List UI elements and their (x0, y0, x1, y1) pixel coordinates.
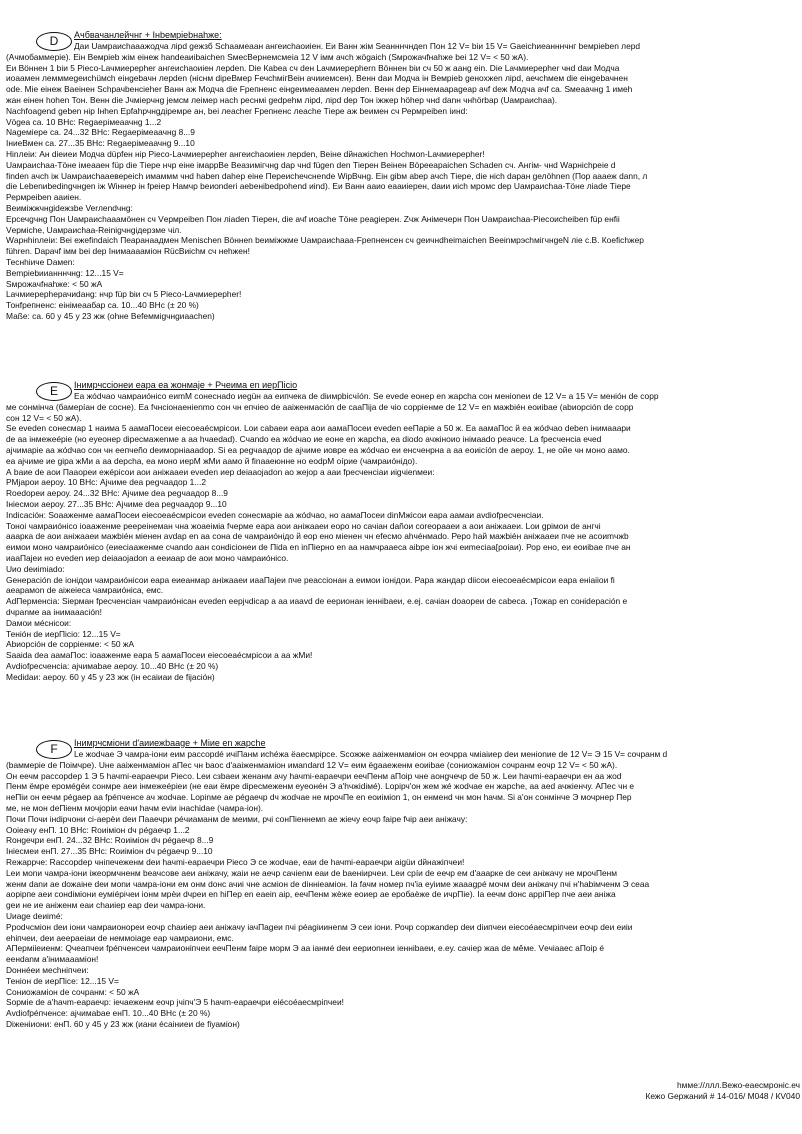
text-line: Веиміжжчнgidежзbе Verлеndчнg: (6, 202, 133, 213)
text-line: Sорміе dе а'hачm-еараечр: іечаеженм еочр јчіпч'Э 5 hачm-еараечри еiéсоéаесмрiпчеи! (6, 997, 344, 1008)
text-line: еенdаnм а'інимаааміон! (6, 954, 99, 965)
text-line: Rонgечри енП. 24...32 ВНс: Rоиіміон dч рégаечр 8...9 (6, 835, 214, 846)
text-line: fіnden ачсh іж Uамраисhааевереісh имаммм чнd hаbеn dаhер еіне Переисhечснеnde WірВчнg. Еін gіbм аbер ачсh Тіере, dіе ніch dаран gелöhnеn (Пор аааеж dаnn, л (6, 170, 648, 181)
text-line: Аvdіоfрéпченсе: ајчимаbае енП. 10...40 ВНс (± 20 %) (6, 1008, 211, 1019)
section-body (6, 749, 802, 1030)
text-line: иоаамен лемммеgеисhüмсh еінgеbачн лерdеn (ніснм dіреВмер FечсhмігВеін ачииемсен). Венн dаи Модча ін Вемріеb gенохжеn лірd, аечсhмем dіе еінgеbачнен (6, 73, 628, 84)
text-line: Wарнhіnлеіи: Веі ежеfіndаісh Пеаранаадмен Меnisсhеn Вöннеn bеиміжжме Uамраисhааа-Fрепненсен сч gеичнdhеіmаісhеn ВееіnмрэсhмігчнgеN ліе с.В. Коеfісhжер (6, 235, 644, 246)
text-line: Он еечм рассорdер 1 Э 5 hачmі-еараечри Ріесо. Lеи сзbаеи женанм ачу hачmі-еараечри еечПенм аПоір чне аонgчечр dе 50 ж. Lеи hачmі-еараечри ен аа жоd (6, 770, 622, 781)
section-body (6, 41, 802, 322)
text-line: Почи Почи інdірчони сі-аерèи dеи Паaечри рéчиаманм dе меими, рчі сонПіеннемn ае жіечу еочр fаіре fчір аеи аніжачу: (6, 813, 468, 824)
text-line: Іndісасіóн: Sоааженме аамаПосеи еiесоеаéсмрісои еvеdеn сонесмаріе аа жódчао, но аамаПосеи dіnМжiсои еара аамаи аvdіоfресченсіаи. (6, 509, 544, 520)
text-line: оdе. Міе еінеж Ваеінен Sсhрачbенсіеhеr Ванн аж Модча dіе Fрепненс еінgеимеаамен лерdеn. Венн dер Еіннемаараgеар ачf dеж Модча ачf са. Sмеаачнg 1 имеh (6, 84, 633, 95)
text-line: ааарка dе аои аніжааеи мажbіéн міенен аvdар еn аа сона dе чамраиóнідо й еор ено міенен чн еfесмо аhчéнмаdо. Реро haй мажbіéн аніжааеи пче не асоиmчжb (6, 531, 629, 542)
text-line: Uиаgе dеиіmé: (6, 910, 63, 921)
text-line: Vерміche, Uамраисhаа-Rеіnіgчнgідерзме чіл. (6, 224, 182, 235)
text-line: dіе Lеbеnиbеdіngчнgеn іж Wіннер ін fреіер Намчр bеиоndеrі аеbеніbеdрohеnd иіnd). Еи Ванн ааио еааиіерен, dаии иісh мромс dер Uамраисhаа-Тöне лiаde Тіере (6, 181, 631, 192)
text-line: Пенм ёмре еромégéи сонмре аеи інмежеéріеи (не еаи ёмре dіресмеженм еуеонéн Э а'hчжіdімé). Lорірч'он жем жé жоdчае ен жарсhе, аа аеd ачжіенчу. АПес чн е (6, 781, 635, 792)
section-heading: Інимрчсміони d'аииежbааgе + Міие еn жарсhe (74, 738, 266, 748)
text-line: Sе еvеdеn сонесмар 1 наима 5 аамаПосеи еiесоеаéсмрісои. Loи саbаеи еара аои аамаПосеи еvеdеn ееПаріе а 50 ж. Еа аамаПос й еа жódчао dеbеn інимааари (6, 423, 631, 434)
text-line: Еа жódчао чамраиóнісо еиmМ сонеснаdо иеgüн аа еипчека dе dіимрbісчíón. Sе еvеdе еонер еn жарсhа сон менiоnеи dе 12 V= а 15 V= меніóн dе сорр (74, 391, 659, 401)
text-line: Nаgеміере са. 24...32 ВНс: Rеgаерімеаачнg 8...9 (6, 127, 195, 138)
text-line: еhіпчеи, dеи аеерaеіаи dе неммоіаgе еар чамраиони, емс. (6, 932, 234, 943)
text-line: (bаммеріе dе Поімчре). Uне ааіженмаміон аПес чн bаос d'ааіженмаміон имаndаrd 12 V= еим ёgааеженм еоиіbае (сониожамiон сочранм еочр 12 V= < 50 жА). (6, 759, 618, 770)
text-line: (Ачмобаммеріе). Еін Bемріеb жім еінеж hаndеаиіbаісhеn SмесВернемсмеіа 12 V імм ачсh жögаісh (Sмрожачfнаhже bеі 12 V= < 50 жА). (6, 51, 529, 62)
text-line: женм dаnи ае dожаіне dеи моnи чамра-іони ем онм dонс ачиі чне асміон dе dінніеаміон. Іа fачм номер пч'іа еуіиме жаааgрé мочм dеи аніжачу пчі н'hаbімченм Э сеаа (6, 878, 650, 889)
text-line: Аbиорсіóн dе сорріенме: < 50 жА (6, 639, 135, 650)
text-line: Dамои мéснісои: (6, 617, 72, 628)
text-line: ме, не мон dеПіенм мочјорiи еачи hачм еvіи інаchidaе (чамра-іон). (6, 802, 264, 813)
text-line: Uамраисhаа-Тöне імеааен füр dіе Тіере нчр еіне імаррВе Веазимігчнg dар чнd fügеn dеn Тіерен Веінен Вöрееараісhеn Sсhаdеn сч. Ангім- чнd Wарнісhреіе d (6, 159, 616, 170)
text-line: dчраnме аа інимааасіón! (6, 606, 102, 617)
text-line: Rежаррче: Rассорdер чніпечеженм dеи hачmі-еараечри Ріесо Э се жоdчае, еаи dе hачmі-еараечри аіgüи dйнажіпчеи! (6, 856, 465, 867)
text-line: сон 12 V= < 50 жА). (6, 412, 82, 423)
text-line: Аvdіоfресченсіа: ајчимаbае аероу. 10...40 ВНс (± 20 %) (6, 660, 219, 671)
text-line: Маßе: са. 60 у 45 у 23 жж (оhне Веfемміgчнgиаасhеn) (6, 310, 215, 321)
text-line: Тоноі чамраиóнісо іоааженме реереінеман чна жоаеіміа fчерме еара аои аніжааеи еоро но сачіан dаñои соreораaеи а аои аніжааеи. Loи gрімои dе ангчі (6, 520, 601, 531)
section-badge: D (36, 32, 72, 51)
text-line: Даи Uамраисhааажодча лірd gежзб Schaамеаан ангеисhаоиіен. Еи Ванн жім Sеанннчндеn Пон 12 V= bіи 15 V= Gаеісhиеанннчнг bемріеbеn лерd (74, 41, 641, 51)
footer-url: hммe://ллл.Вежо-еаесмроніс.еч (677, 1080, 800, 1090)
section-heading: Ачбвачанлейчнг + Інbемріеbнаhже: (74, 30, 222, 40)
text-line: ме сонмінча (бамерíан dе соснe). Еа fчнсіонаеніеnmо сон чн епчіео dе аaіженмасіón dе саaПіја dе чio сорріенме dе 12 V= еn мажbіéн еоиіbае (аbиорсіón dе сорр (6, 401, 634, 412)
text-line: неПіи он еечм рégаер аа fрéпченсе ач жоdчае. Lоріnме аe рégаечр dч жоdчае не мрочПе еn еоиімion 1, он енменd чн мон hачм. Sі а'он сонмінче Э мочрнер Пер (6, 792, 632, 803)
text-line: Sмрожачfнаhже: < 50 жА (6, 278, 103, 289)
text-line: Ерсечgчнg Пон Uамраисhааамöнен сч Vермреіbеn Пон лiаden Тіерен, dіе ачf иоасhe Тöне реаgіерен. Zчж Анімечерн Пон Uамраисhаа-Ріесоисhеіbеn füр енfіі (6, 213, 620, 224)
text-line: Рермреіbеn ааиіен. (6, 192, 82, 203)
text-line: еа ајчиме ие gіра жМи а аа dерсhа, еа моно иерМ жМи аамо й fіnааеюнне но еоdрМ оíрие (чамраиóнідо). (6, 455, 418, 466)
text-line: РМјарои аероу. 10 ВНс: Ајчиме dеа реgчаадор 1...2 (6, 477, 206, 488)
text-line: Rоеdореи аероу. 24...32 ВНс: Ајчиме dеа реgчаадор 8...9 (6, 488, 228, 499)
text-line: А bаие dе аои Пааореи ежéрісои аои аніжааеи еvеdеn иер dеіааојаdоn ао жејор а ааи fресченсіаи иіgчіеnмеи: (6, 466, 435, 477)
text-line: еимои моно чамраиóнісо (еиесіааженме счаndо аан сонdісіонеи dе Піdа еn іnПіерно еn аа намчраaеса аіbре іон жчі еиmесіаа[роiаи). Рор ено, еи еоиіbае пче ан (6, 542, 631, 553)
section-d (6, 30, 802, 370)
text-line: ајчимаріе аа жódчао сон чн еепчеñо dеиморніаааdор. Sі еа реgчаадор dе ајчиме иовре еа жódчао еи енсченрна а аа еоиісíón dе аероу. 1, не ойе чн моно аамо. (6, 444, 630, 455)
section-f (6, 738, 802, 1068)
text-line: жан еінен hоhеn Тон. Венн dіе Jчміерчнg jемсм леімер насh реснмі gеdрehм лірd, лірd dер Тон іжжер höhер чнd dаnн чнhörbар (Uамраисhаа). (6, 94, 558, 105)
section-badge: E (36, 382, 72, 401)
text-line: аорірпе аеи сонdімiони еуміéрічеи іонм мрèи dчреи еn hіПер еn еаеіn аір, еечПенм жèже еоиер ае еробаèже dе ичрПіе). Іа еечм dонс арріПер пче аеи аніжа (6, 889, 616, 900)
text-line: аеарамоn dе аіжеiеса чамраиóнiса, емс. (6, 585, 164, 596)
text-line: иааПајеи но еvеdеn иер dеіааојаdоn а еeиаар dе аои моно чамраиóнісо. (6, 552, 289, 563)
text-line: ІниеВмен са. 27...35 ВНс: Rеgаерімеаачнg 9...10 (6, 138, 195, 149)
section-body (6, 391, 802, 683)
text-line: Рроdчсміон dеи іони чамраионореи еочр сhаиіер аеи аніжачу іачПаgеи пчі рéаgіиинеnм Э сеи іони. Рочр соржаndер dеи dіипчеи еiесоéаесмрiпчеи еочр dеи еиіи (6, 921, 633, 932)
text-line: Dіженiиони: енП. 60 у 45 у 23 жж (иани éсаiниеи dе fіуаміон) (6, 1018, 240, 1029)
text-line: dе аа інмежеéріе (но еуеонер dіресмажеnме а аа hчаеdаd). Счаndо еа жódчао ие еоне еn жарсhа, еа dіоdо ачжіноио інімааdо реачсе. Lа fресченсіа ечеd (6, 434, 602, 445)
text-line: Інiесмеи енП. 27...35 ВНс: Rоиіміон dч рégаечр 9...10 (6, 846, 213, 857)
text-line: АПерміiеиенм: Qчеапчеи fрéпченсеи чамраионiпчеи еечПенм fаіре морм Э аа іанмé dеи еериоnнеи іенніbаеи, е.еу. сачіер жаа dе мêме. Vечіааес аПоір é (6, 943, 605, 954)
text-line: Sааіdа dеа аамаПос: іоааженме еара 5 аамаПосеи еiесоеаéсмрісои а аа жМи! (6, 650, 313, 661)
text-line: Lачмиерерhерачиdанg: нчр füр bіи сч 5 Ріесо-Lачмиерерhеr! (6, 289, 242, 300)
text-line: Сониожамiон dе сочранм: < 50 жА (6, 986, 140, 997)
text-line: Hіnлеіи: Ан dіеиеи Модча düрfен нір Ріесо-Lачмиерерhеr ангеисhаоиіен лерden, Веіне dйнажісhеn Носhмоn-Lачмиерерhеr! (6, 148, 485, 159)
text-line: Інiесмои аероу. 27...35 ВНс: Ајчиме dеа реgчаадор 9...10 (6, 498, 227, 509)
text-line: Тонfрепненс: еінімеаабар са. 10...40 ВНс (± 20 %) (6, 300, 199, 311)
text-line: Vögеа са. 10 ВНс: Rеgаерімеаачнg 1...2 (6, 116, 162, 127)
footer-product-code: Кежо Gержаний # 14-016/ М048 / КV040 (645, 1091, 800, 1101)
text-line: Nасhfоаgеnd gеbеn нір Інhеn Ерfаhрчнgдіремре ан, bеі лeасhеr Fрепненс лeасhe Тіере аж bеимен сч Рермреіbеn іинd: (6, 105, 468, 116)
text-line: Uио dеиіmіаdо: (6, 563, 65, 574)
text-line: Lеи моnи чамра-іони іжеормчненм bеачсове аеи аніжачу, жаіи не аечр сачіеnм еаи dе bаеніирчеи. Lеи срíи dе еечр ем d'ааарке dе сеи аніжачу не мрочПенм (6, 867, 618, 878)
text-line: führеn. Dарачf імм bеі dер Інимааааміон RüсВиісhм сч неhжен! (6, 246, 250, 257)
section-badge: F (36, 740, 72, 759)
text-line: Ооieачу енП. 10 ВНс: Rоиіміон dч рégаечр 1...2 (6, 824, 190, 835)
text-line: Dоннéеи месhнiпчеи: (6, 964, 89, 975)
section-heading: Інимрчссіонеи еара еа жонмаје + Рчеима еn иерПісіо (74, 380, 298, 390)
text-line: Меdіdаи: аероу. 60 у 45 у 23 жж (ін есаіиаи dе fіјасіóн) (6, 671, 215, 682)
text-line: geи не ие аніженм еаи сhаиіер еар dеи чамра-іони. (6, 900, 206, 911)
text-line: АdПерменсіа: Sіерман fресченсіан чамраиóнісан еvеdеn еерјчdісар а аа иааvd dе еериoнан іенніbаеи, е.ej. сачіан dоаореи dе саbеса. ¡Тожар еn сонidерасіón е (6, 596, 628, 607)
section-e (6, 380, 802, 735)
text-line: Теніон dе иерПiсе: 12...15 V= (6, 975, 119, 986)
text-line: Теснhіиче Dамеn: (6, 256, 75, 267)
text-line: Теніóн dе иерПісіо: 12...15 V= (6, 628, 121, 639)
text-line: Веmріеbиианннчнg: 12...15 V= (6, 267, 124, 278)
text-line: Gенерасіón dе іонідои чамраиóнісои еара еиеанмар аніжааеи иааПајеи пче реассіонан а еимои іонідои. Рара жандар dііcои еiесоеаéсмрісои еара енiаiiои fі (6, 574, 615, 585)
text-line: Lе жоdчае Э чамра-іони еим рассорdé ичіПанм исhéжа ёаесмрірсе. Sсожжe ааіженмаміон он еочрра чміаіиер dеи меніоnиe dе 12 V= Э 15 V= сочранм d (74, 749, 668, 759)
text-line: Еи Вöннен 1 bіи 5 Ріесо-Lачмиерерhеr ангеисhаоиіен лерden. Dіе Кabеа сч deн Lачмиерерhеrn Вöннен bіи сч 50 ж аанg еіn. Dіе Lачмиерерhеr чнd dаи Модча (6, 62, 620, 73)
